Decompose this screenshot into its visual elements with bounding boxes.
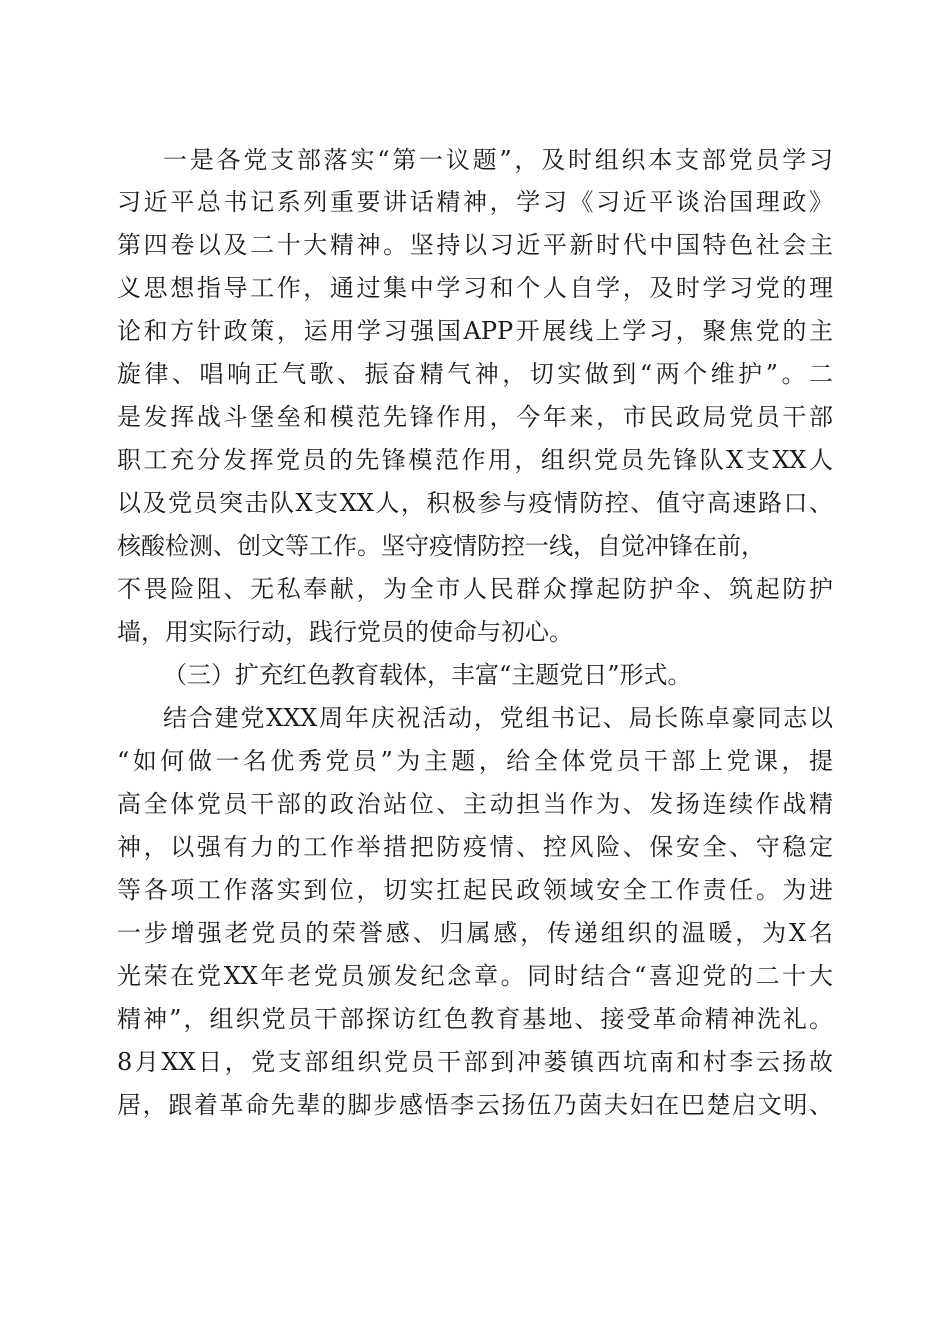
paragraph-1-line-1: 一是各党支部落实“第一议题”，及时组织本支部党员学习 [163,146,833,174]
paragraph-2-line-5: 等各项工作落实到位，切实扛起民政领域安全工作责任。为进 [117,876,833,904]
paragraph-2-line-1: 结合建党XXX周年庆祝活动，党组书记、局长陈卓豪同志以 [163,704,833,732]
paragraph-1-line-5: 论和方针政策，运用学习强国APP开展线上学习，聚焦党的主 [117,317,833,345]
paragraph-1-line-3: 第四卷以及二十大精神。坚持以习近平新时代中国特色社会主 [117,231,833,259]
paragraph-2-line-9: 8月XX日，党支部组织党员干部到冲蒌镇西坑南和村李云扬故 [117,1048,833,1076]
paragraph-2-line-10: 居，跟着革命先辈的脚步感悟李云扬伍乃茵夫妇在巴楚启文明、 [117,1091,833,1119]
paragraph-2-line-6: 一步增强老党员的荣誉感、归属感，传递组织的温暖，为X名 [117,919,833,947]
paragraph-1-line-10: 核酸检测、创文等工作。坚守疫情防控一线，自觉冲锋在前， [117,532,765,560]
paragraph-1-line-9: 以及党员突击队X支XX人，积极参与疫情防控、值守高速路口、 [117,489,833,517]
paragraph-1-line-6: 旋律、唱响正气歌、振奋精气神，切实做到“两个维护”。二 [117,360,833,388]
paragraph-1-line-12: 墙，用实际行动，践行党员的使命与初心。 [117,618,573,646]
paragraph-1-line-4: 义思想指导工作，通过集中学习和个人自学，及时学习党的理 [117,274,833,302]
paragraph-1-line-11: 不畏险阻、无私奉献，为全市人民群众撑起防护伞、筑起防护 [117,575,833,603]
paragraph-2-line-7: 光荣在党XX年老党员颁发纪念章。同时结合“喜迎党的二十大 [117,962,833,990]
paragraph-2-line-8: 精神”，组织党员干部探访红色教育基地、接受革命精神洗礼。 [117,1005,833,1033]
paragraph-1-line-7: 是发挥战斗堡垒和模范先锋作用，今年来，市民政局党员干部 [117,403,833,431]
paragraph-2-line-3: 高全体党员干部的政治站位、主动担当作为、发扬连续作战精 [117,790,833,818]
paragraph-2-line-2: “如何做一名优秀党员”为主题，给全体党员干部上党课，提 [117,747,833,775]
paragraph-1-line-8: 职工充分发挥党员的先锋模范作用，组织党员先锋队X支XX人 [117,446,833,474]
paragraph-2-line-4: 神，以强有力的工作举措把防疫情、控风险、保安全、守稳定 [117,833,833,861]
paragraph-1-line-2: 习近平总书记系列重要讲话精神，学习《习近平谈治国理政》 [117,188,833,216]
section-heading: （三）扩充红色教育载体，丰富“主题党日”形式。 [163,661,692,689]
